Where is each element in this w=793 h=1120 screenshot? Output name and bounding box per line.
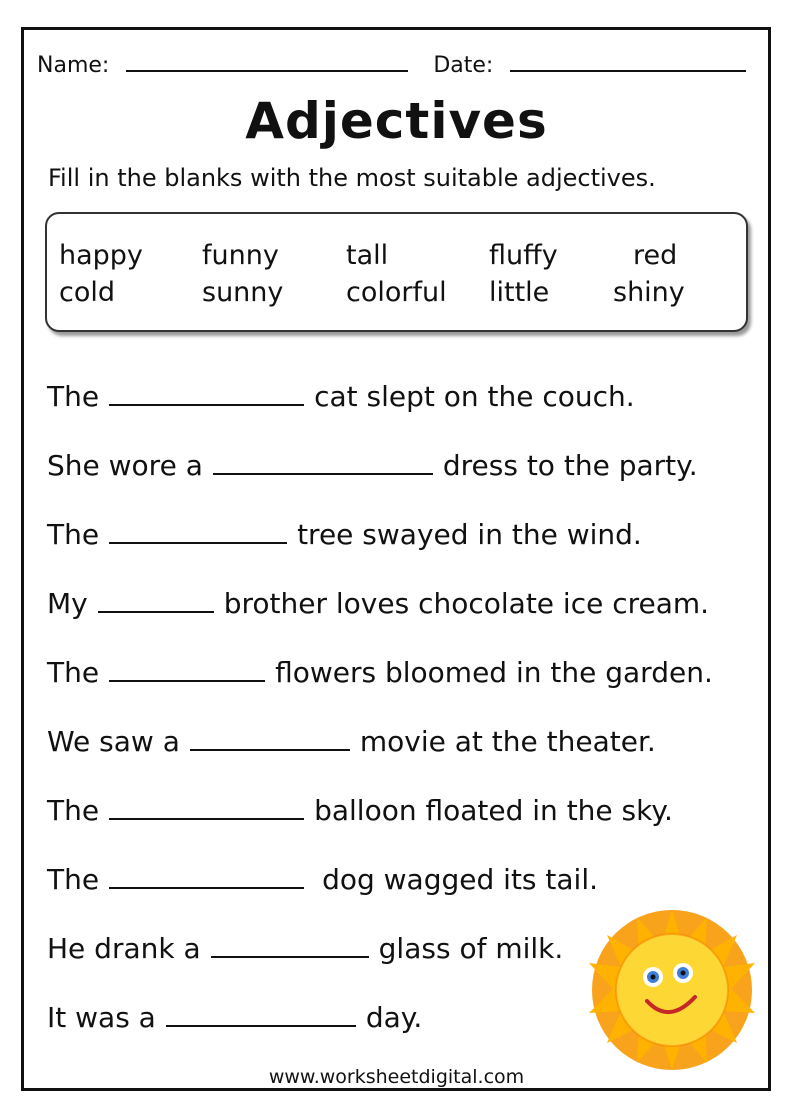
instructions: Fill in the blanks with the most suitable adjectives. <box>48 164 656 192</box>
sentence-end: brother loves chocolate ice cream. <box>223 587 710 620</box>
header <box>37 48 746 78</box>
word-bank-word: funny <box>202 240 279 271</box>
sentence <box>47 999 422 1035</box>
word-bank-word: fluffy <box>489 240 558 271</box>
sentence <box>47 861 598 897</box>
sentence <box>47 378 635 414</box>
sentence-start: He drank a <box>47 932 201 965</box>
sentence-start: She wore a <box>47 449 203 482</box>
sentence <box>47 585 709 621</box>
sentence-end: balloon floated in the sky. <box>314 794 673 827</box>
date-label: Date: <box>433 53 494 78</box>
sentence <box>47 516 642 552</box>
sentence-start: We saw a <box>47 725 180 758</box>
sentence-start: It was a <box>47 1001 156 1034</box>
answer-blank[interactable] <box>211 930 369 958</box>
sentence-start: The <box>47 656 100 689</box>
sentence-end: cat slept on the couch. <box>314 380 635 413</box>
date-field[interactable] <box>510 48 746 72</box>
sentence-end: movie at the theater. <box>359 725 656 758</box>
name-field[interactable] <box>126 48 408 72</box>
answer-blank[interactable] <box>166 999 356 1027</box>
page-title: Adjectives <box>245 92 548 150</box>
sentence-end: glass of milk. <box>378 932 564 965</box>
sentence <box>47 723 656 759</box>
word-bank-word: colorful <box>346 277 447 308</box>
answer-blank[interactable] <box>190 723 350 751</box>
word-bank-word: cold <box>59 277 116 308</box>
name-label: Name: <box>37 53 110 78</box>
sun-illustration <box>587 905 757 1075</box>
sentence-end: dress to the party. <box>442 449 698 482</box>
sentence-end: day. <box>365 1001 423 1034</box>
sentence <box>47 930 563 966</box>
sentence-start: The <box>47 380 100 413</box>
sentence-start: The <box>47 518 100 551</box>
answer-blank[interactable] <box>109 861 304 889</box>
sentence-start: The <box>47 794 100 827</box>
footer-url: www.worksheetdigital.com <box>268 1066 525 1088</box>
word-bank-word: tall <box>346 240 389 271</box>
sentence <box>47 792 673 828</box>
answer-blank[interactable] <box>98 585 214 613</box>
sentence <box>47 654 713 690</box>
sentence-start: The <box>47 863 100 896</box>
sentence-start: My <box>47 587 88 620</box>
word-bank-word: red <box>633 240 678 271</box>
sentence <box>47 447 698 483</box>
answer-blank[interactable] <box>109 378 304 406</box>
answer-blank[interactable] <box>109 516 287 544</box>
word-bank-word: little <box>489 277 550 308</box>
sentence-end: dog wagged its tail. <box>322 863 599 896</box>
word-bank-word: happy <box>59 240 143 271</box>
sentence-end: flowers bloomed in the garden. <box>275 656 713 689</box>
sentence-end: tree swayed in the wind. <box>297 518 642 551</box>
answer-blank[interactable] <box>109 654 265 682</box>
word-bank-word: shiny <box>613 277 685 308</box>
answer-blank[interactable] <box>213 447 433 475</box>
word-bank-word: sunny <box>202 277 284 308</box>
answer-blank[interactable] <box>109 792 304 820</box>
word-bank <box>45 212 748 332</box>
